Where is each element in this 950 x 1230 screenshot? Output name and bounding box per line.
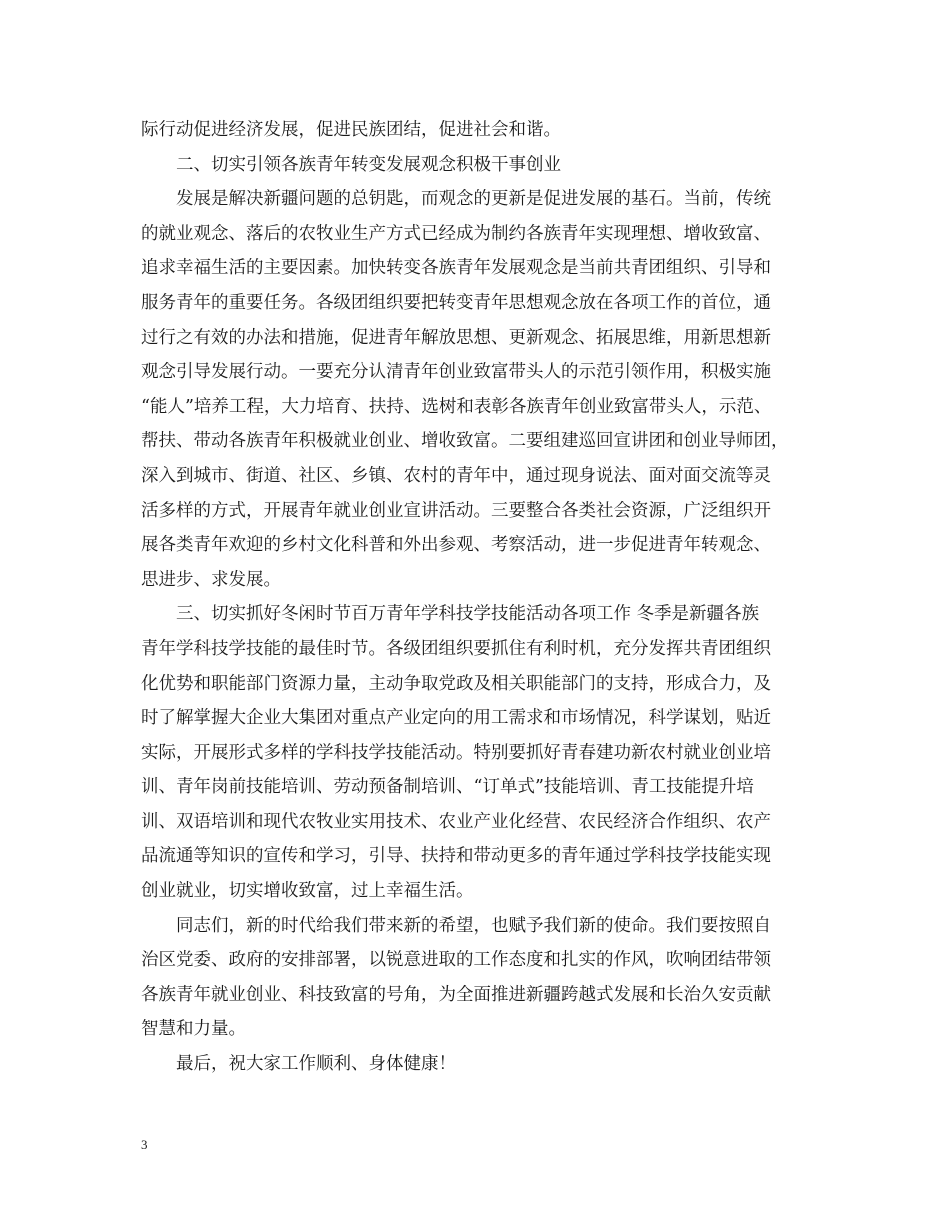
text-line: 青年学科技学技能的最佳时节。各级团组织要抓住有利时机，充分发挥共青团组织 xyxy=(141,638,771,659)
text-line: “能人”培养工程，大力培育、扶持、选树和表彰各族青年创业致富带头人，示范、 xyxy=(141,396,772,417)
text-line: 思进步、求发展。 xyxy=(141,569,281,590)
text-line: 追求幸福生活的主要因素。加快转变各族青年发展观念是当前共青团组织、引导和 xyxy=(141,258,771,279)
text-line: 化优势和职能部门资源力量，主动争取党政及相关职能部门的支持，形成合力，及 xyxy=(141,673,771,694)
text-line: 最后，祝大家工作顺利、身体健康！ xyxy=(176,1054,456,1075)
text-line: 实际，开展形式多样的学科技学技能活动。特别要抓好青春建功新农村就业创业培 xyxy=(141,742,771,763)
text-line: 帮扶、带动各族青年积极就业创业、增收致富。二要组建巡回宣讲团和创业导师团， xyxy=(141,431,789,452)
page-number: 3 xyxy=(141,1137,148,1152)
text-line: 活多样的方式，开展青年就业创业宣讲活动。三要整合各类社会资源，广泛组织开 xyxy=(141,500,771,521)
text-line: 治区党委、政府的安排部署，以锐意进取的工作态度和扎实的作风，吹响团结带领 xyxy=(141,950,771,971)
text-line: 发展是解决新疆问题的总钥匙，而观念的更新是促进发展的基石。当前，传统 xyxy=(176,189,771,210)
text-line: 品流通等知识的宣传和学习，引导、扶持和带动更多的青年通过学科技学技能实现 xyxy=(141,846,771,867)
text-line: 创业就业，切实增收致富，过上幸福生活。 xyxy=(141,881,474,902)
text-line: 观念引导发展行动。一要充分认清青年创业致富带头人的示范引领作用，积极实施 xyxy=(141,362,771,383)
text-line: 同志们，新的时代给我们带来新的希望，也赋予我们新的使命。我们要按照自 xyxy=(176,915,771,936)
text-line: 智慧和力量。 xyxy=(141,1019,246,1040)
text-line: 展各类青年欢迎的乡村文化科普和外出参观、考察活动，进一步促进青年转观念、 xyxy=(141,535,771,556)
text-line: 三、切实抓好冬闲时节百万青年学科技学技能活动各项工作 冬季是新疆各族 xyxy=(176,604,760,625)
text-line: 各族青年就业创业、科技致富的号角，为全面推进新疆跨越式发展和长治久安贡献 xyxy=(141,984,771,1005)
text-line: 服务青年的重要任务。各级团组织要把转变青年思想观念放在各项工作的首位，通 xyxy=(141,292,771,313)
body-text xyxy=(141,113,821,1082)
text-line: 训、青年岗前技能培训、劳动预备制培训、“订单式”技能培训、青工技能提升培 xyxy=(141,777,754,798)
text-line: 二、切实引领各族青年转变发展观念积极干事创业 xyxy=(176,154,561,175)
text-line: 训、双语培训和现代农牧业实用技术、农业产业化经营、农民经济合作组织、农产 xyxy=(141,811,771,832)
text-line: 深入到城市、街道、社区、乡镇、农村的青年中，通过现身说法、面对面交流等灵 xyxy=(141,465,771,486)
text-line: 过行之有效的办法和措施，促进青年解放思想、更新观念、拓展思维，用新思想新 xyxy=(141,327,771,348)
text-line: 时了解掌握大企业大集团对重点产业定向的用工需求和市场情况，科学谋划，贴近 xyxy=(141,708,771,729)
text-line: 的就业观念、落后的农牧业生产方式已经成为制约各族青年实现理想、增收致富、 xyxy=(141,223,771,244)
text-line: 际行动促进经济发展，促进民族团结，促进社会和谐。 xyxy=(141,120,561,140)
